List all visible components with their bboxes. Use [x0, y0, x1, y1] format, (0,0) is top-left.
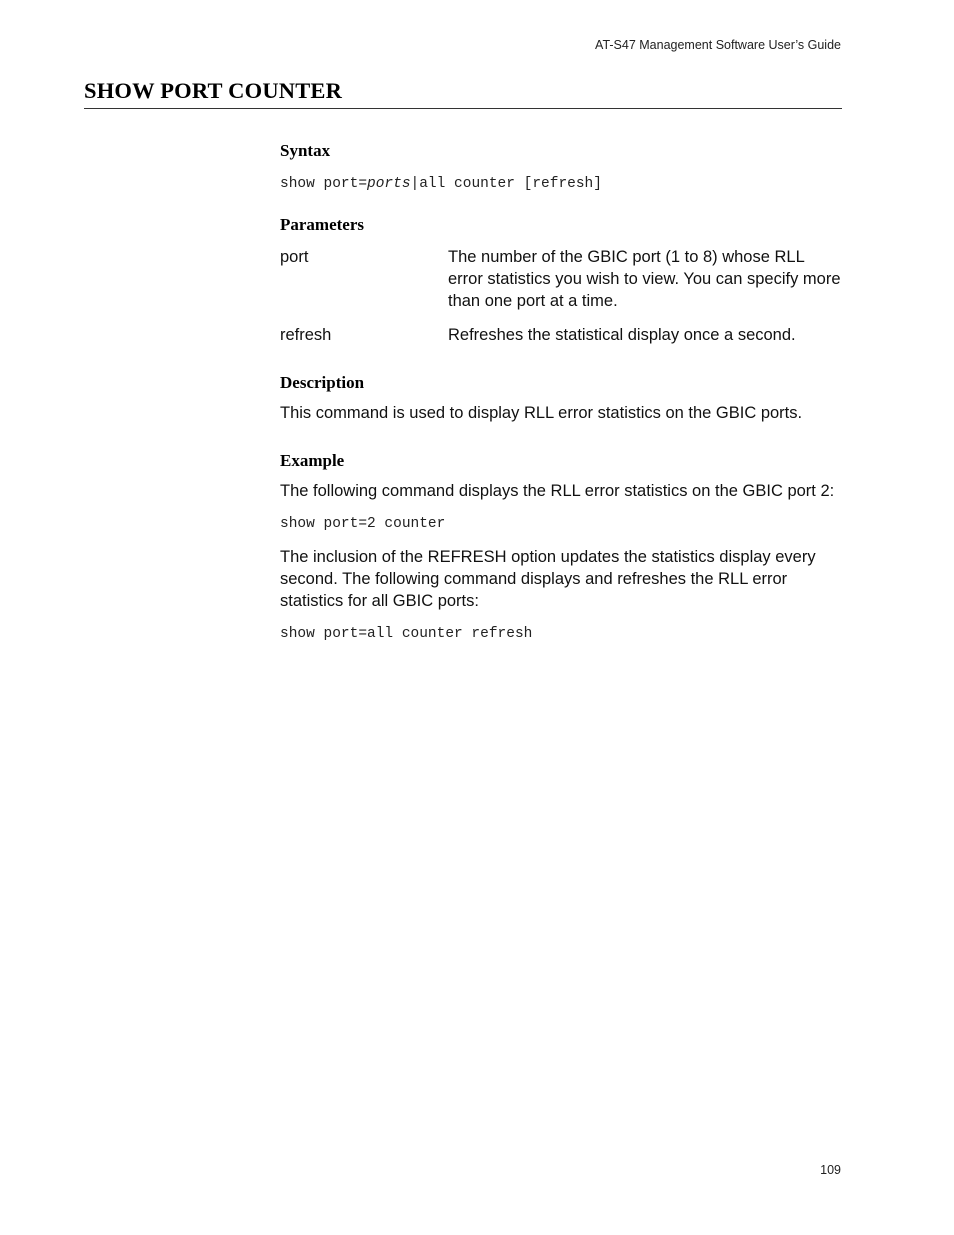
syntax-command-param: ports — [367, 176, 411, 192]
example-code-1: show port=2 counter — [280, 516, 446, 532]
example-heading: Example — [280, 451, 345, 470]
param-name: refresh — [280, 326, 332, 344]
description-heading: Description — [280, 373, 365, 392]
param-row-port — [280, 246, 842, 312]
syntax-heading: Syntax — [280, 141, 331, 160]
page-number: 109 — [820, 1163, 841, 1177]
param-description: The number of the GBIC port (1 to 8) whose RLL error statistics you wish to view. You can specify more than one port at a time. — [448, 248, 841, 310]
parameters-heading: Parameters — [280, 215, 365, 234]
syntax-command-suffix: |all counter [refresh] — [410, 176, 602, 192]
syntax-command — [280, 176, 842, 192]
running-header: AT-S47 Management Software User’s Guide — [595, 38, 841, 52]
example-text-1: The following command displays the RLL error statistics on the GBIC port 2: — [280, 482, 835, 500]
page-title: SHOW PORT COUNTER — [84, 78, 842, 109]
param-description: Refreshes the statistical display once a second. — [448, 326, 796, 344]
syntax-command-prefix: show port= — [280, 176, 368, 192]
param-row-refresh — [280, 324, 842, 346]
example-code-2: show port=all counter refresh — [280, 626, 533, 642]
description-text: This command is used to display RLL error statistics on the GBIC ports. — [280, 404, 803, 422]
parameters-table — [280, 246, 842, 346]
content-column — [280, 141, 842, 642]
example-text-2: The inclusion of the REFRESH option updates the statistics display every second. The following command displays and refreshes the RLL error statistics for all GBIC ports: — [280, 548, 816, 610]
param-name: port — [280, 248, 309, 266]
